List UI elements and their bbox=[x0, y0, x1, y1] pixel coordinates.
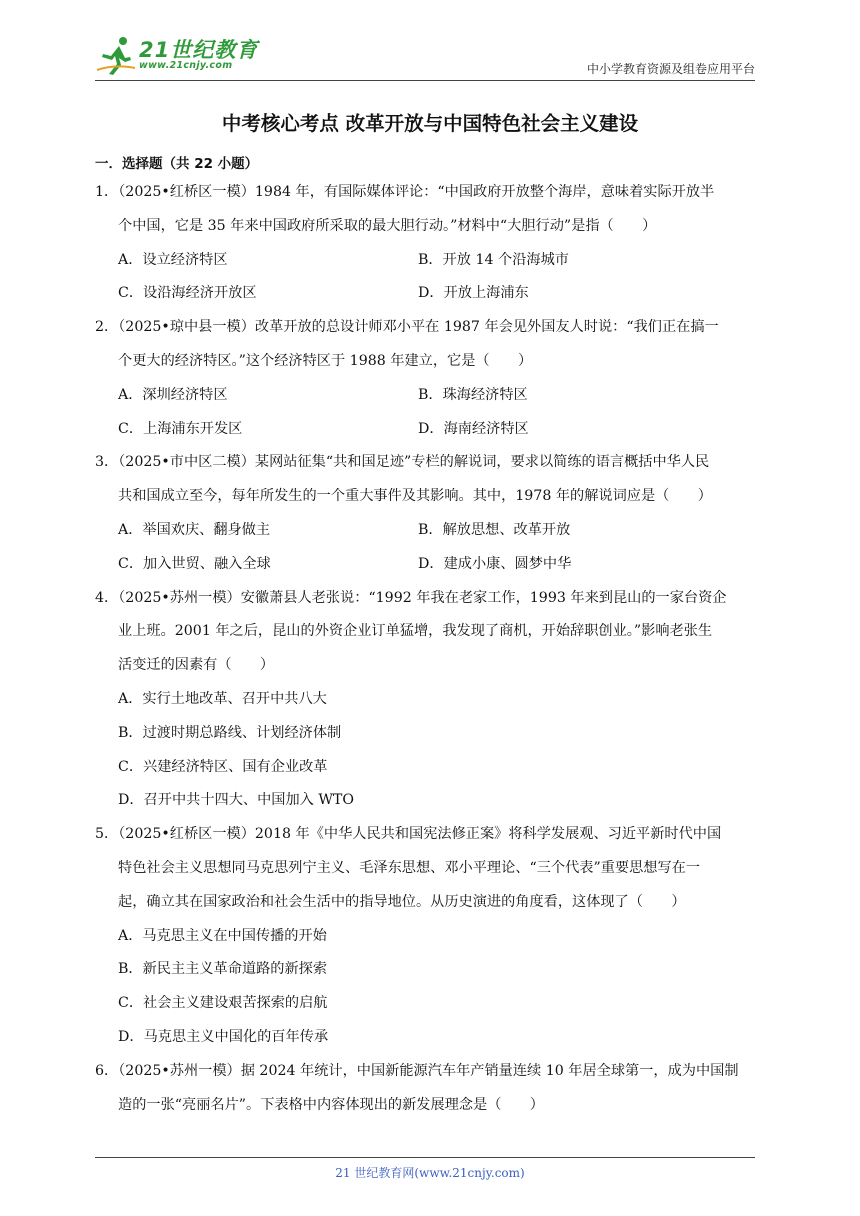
option-d[interactable]: D．马克思主义中国化的百年传承 bbox=[118, 1028, 329, 1045]
question-text-line: 4．（2025•苏州一模）安徽萧县人老张说：“1992 年我在老家工作，1993 年来到昆山的一家台资企 bbox=[95, 589, 727, 606]
question-text-line: 共和国成立至今，每年所发生的一个重大事件及其影响。其中，1978 年的解说词应是（ ） bbox=[118, 488, 712, 505]
option-d[interactable]: D．召开中共十四大、中国加入 WTO bbox=[118, 792, 354, 809]
question-text-line: 1．（2025•红桥区一模）1984 年，有国际媒体评论：“中国政府开放整个海岸，意味着实际开放半 bbox=[95, 184, 715, 200]
question-3 bbox=[95, 446, 765, 581]
option-d[interactable]: D．开放上海浦东 bbox=[418, 285, 529, 302]
option-a[interactable]: A．实行土地改革、召开中共八大 bbox=[118, 690, 327, 707]
question-text-line: 2．（2025•琼中县一模）改革开放的总设计师邓小平在 1987 年会见外国友人时说：“我们正在搞一 bbox=[95, 319, 719, 336]
question-text-line: 起，确立其在国家政治和社会生活中的指导地位。从历史演进的角度看，这体现了（ ） bbox=[118, 893, 686, 910]
question-text-line: 6．（2025•苏州一模）据 2024 年统计，中国新能源汽车年产销量连续 10 年居全球第一，成为中国制 bbox=[95, 1062, 739, 1079]
option-a[interactable]: A．马克思主义在中国传播的开始 bbox=[118, 927, 327, 944]
question-text-line: 造的一张“亮丽名片”。下表格中内容体现出的新发展理念是（ ） bbox=[118, 1096, 544, 1113]
question-6 bbox=[95, 1055, 765, 1123]
question-text-line: 5．（2025•红桥区一模）2018 年《中华人民共和国宪法修正案》将科学发展观、习近平新时代中国 bbox=[95, 826, 722, 843]
question-text-line: 活变迁的因素有（ ） bbox=[118, 657, 275, 674]
option-c[interactable]: C．设沿海经济开放区 bbox=[118, 285, 257, 302]
option-a[interactable]: A．设立经济特区 bbox=[118, 251, 228, 268]
option-b[interactable]: B．过渡时期总路线、计划经济体制 bbox=[118, 724, 342, 741]
question-2 bbox=[95, 311, 765, 446]
question-4 bbox=[95, 582, 765, 819]
page-header bbox=[95, 28, 755, 80]
option-d[interactable]: D．海南经济特区 bbox=[418, 420, 529, 437]
option-c[interactable]: C．上海浦东开发区 bbox=[118, 420, 243, 437]
site-logo bbox=[95, 34, 260, 78]
question-list bbox=[95, 176, 765, 1122]
option-a[interactable]: A．深圳经济特区 bbox=[118, 386, 228, 403]
question-text-line: 3．（2025•市中区二模）某网站征集“共和国足迹”专栏的解说词，要求以简练的语言概括中华人民 bbox=[95, 454, 710, 471]
option-c[interactable]: C．兴建经济特区、国有企业改革 bbox=[118, 758, 328, 775]
option-b[interactable]: B．开放 14 个沿海城市 bbox=[418, 251, 569, 268]
platform-name: 中小学教育资源及组卷应用平台 bbox=[586, 62, 755, 76]
footer-link[interactable]: 21 世纪教育网(www.21cnjy.com) bbox=[335, 1166, 525, 1180]
option-b[interactable]: B．珠海经济特区 bbox=[418, 386, 528, 403]
option-c[interactable]: C．加入世贸、融入全球 bbox=[118, 555, 271, 572]
section-heading: 一．选择题（共 22 小题） bbox=[95, 156, 259, 172]
header-divider bbox=[95, 80, 755, 81]
question-text-line: 个更大的经济特区。”这个经济特区于 1988 年建立，它是（ ） bbox=[118, 352, 533, 369]
page-title: 中考核心考点 改革开放与中国特色社会主义建设 bbox=[221, 112, 639, 135]
option-d[interactable]: D．建成小康、圆梦中华 bbox=[418, 555, 572, 572]
question-5 bbox=[95, 818, 765, 1055]
option-c[interactable]: C．社会主义建设艰苦探索的启航 bbox=[118, 995, 328, 1012]
question-text-line: 个中国，它是 35 年来中国政府所采取的最大胆行动。”材料中“大胆行动”是指（ ） bbox=[118, 217, 657, 234]
question-text-line: 业上班。2001 年之后，昆山的外资企业订单猛增，我发现了商机，开始辞职创业。”影响老张生 bbox=[118, 623, 713, 640]
runner-logo-icon bbox=[95, 34, 139, 78]
question-text-line: 特色社会主义思想同马克思列宁主义、毛泽东思想、邓小平理论、“三个代表”重要思想写在一 bbox=[118, 859, 701, 876]
footer-divider bbox=[95, 1157, 755, 1158]
logo-text: 21世纪教育 bbox=[139, 38, 259, 62]
option-a[interactable]: A．举国欢庆、翻身做主 bbox=[118, 521, 271, 538]
option-b[interactable]: B．解放思想、改革开放 bbox=[418, 521, 571, 538]
logo-url: www.21cnjy.com bbox=[139, 60, 233, 71]
question-1 bbox=[95, 176, 765, 311]
option-b[interactable]: B．新民主主义革命道路的新探索 bbox=[118, 961, 328, 978]
